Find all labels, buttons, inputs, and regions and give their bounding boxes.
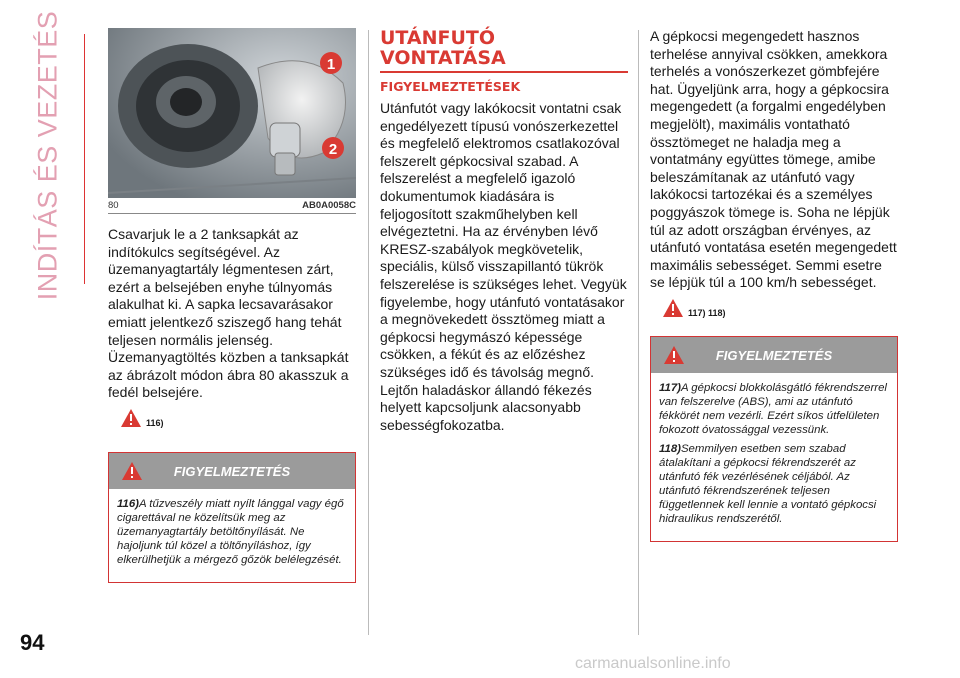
warning-box-title: FIGYELMEZTETÉS [715,347,833,363]
warning-box-117-118 [650,336,898,542]
chapter-side-title [28,10,68,300]
trailer-load-text: A gépkocsi megengedett hasznos terhelése annyival csökken, amekkora terhelés a vonószerkezet gömbfejére hat. Ügyeljünk arra, hogy a gépkocsira megengedett (a forgalmi engedélyben megjelölt), maximális vontatható össztömeget ne haladja meg a vontatmány együttes tömege, amibe beleszámítanak az utánfutó vagy lakókocsi tartozékai és a személyes poggyászok tömege is. Soha ne lépjük túl az adott országban érvényes, az utánfutó vontatása esetén megengedett maximális sebességet. Semmi esetre se lépjük túl a 100 km/h sebességet. [650,28,897,291]
callout-1: 1 [326,56,336,73]
warning-box-title: FIGYELMEZTETÉS [173,463,291,479]
warning-item: 117)A gépkocsi blokkolásgátló fékrendszerrel van felszerelve (ABS), ami az utánfutó fékkörét nem vezérli. Ezért síkos útfelületen fokozott óvatossággal vezessünk. [659,381,887,436]
warning-triangle-icon [662,298,684,318]
trailer-text: Utánfutót vagy lakókocsit vontatni csak engedélyezett típusú vonószerkezettel és megfelelő elektromos csatlakozóval felszerelt gépkocsival szabad. A felszerelést a megfelelő igazoló dokumentumok kiadására is feljogosított szakműhelyben kell elvégeztetni. Ha az érvényben lévő KRESZ-szabályok megkövetelik, speciális, külső visszapillantó tükrök felszerelése is szükséges lehet. Vegyük figyelembe, hogy utánfutó vontatásakor a megnövekedett össztömeg miatt a gépkocsi hegymászó képessége csökken, a fékút és az előzéshez szükséges idő és távolság megnő. Lejtőn haladáskor állandó fékezés helyett kapcsoljunk alacsonyabb sebességfokozatba. [380,100,627,433]
figure-code: AB0A0058C [302,200,356,211]
chapter-title-text: INDÍTÁS ÉS VEZETÉS [32,10,63,300]
column-divider [638,30,639,635]
warning-reference [662,298,898,318]
column-trailer-load [650,28,898,542]
warning-box-header [109,453,355,489]
warning-box-header [651,337,897,373]
warning-item: 118)Semmilyen esetben sem szabad átalakítani a gépkocsi fékrendszerét az utánfutó fék vezérlésének céljából. Az utánfutó fékrendszerének teljesen függetlennek kell lennie a vontató gépkocsi hidraulikus rendszerétől. [659,442,877,525]
fuel-cap-photo [108,28,356,198]
warning-box-body [651,373,897,541]
section-title: UTÁNFUTÓ VONTATÁSA [380,27,506,69]
column-divider [368,30,369,635]
section-title-rule [380,71,628,73]
watermark: carmanualsonline.info [575,655,731,672]
warning-triangle-icon [120,408,142,428]
fuel-cap-text: Csavarjuk le a 2 tanksapkát az indítókulcs segítségével. Az üzemanyagtartály légmentesen zárt, ezért a belsejében enyhe túlnyomás alakulhat ki. A sapka lecsavarásakor emiatt jelentkező sziszegő hang tehát teljesen normális jelenség. Üzemanyagtöltés közben a tanksapkát az ábrázolt módon ábra 80 akasszuk a fedél belsejére. [108,226,349,401]
column-fuel-cap [108,28,356,583]
warning-box-body [109,489,355,582]
page-number: 94 [20,630,45,655]
sidebar-divider [84,34,85,284]
figure-divider [108,213,356,214]
warning-item: 116)A tűzveszély miatt nyílt lánggal vagy égő cigarettával ne közelítsük meg az üzemanyagtartály betöltőnyílását. Ne hajoljunk túl közel a töltőnyíláshoz, így elkerülhetjük a mérgező gőzök belélegzését. [117,497,344,566]
warning-reference-number: 117) 118) [688,307,726,318]
figure-number: 80 [108,200,119,211]
fuel-cap-illustration [108,28,356,198]
callout-2: 2 [328,141,338,158]
figure-caption [108,200,356,211]
column-trailer-towing [380,28,628,434]
warning-box-116 [108,452,356,583]
warning-reference [120,408,356,428]
warning-reference-number: 116) [146,417,164,428]
subsection-title: FIGYELMEZTETÉSEK [380,79,521,94]
